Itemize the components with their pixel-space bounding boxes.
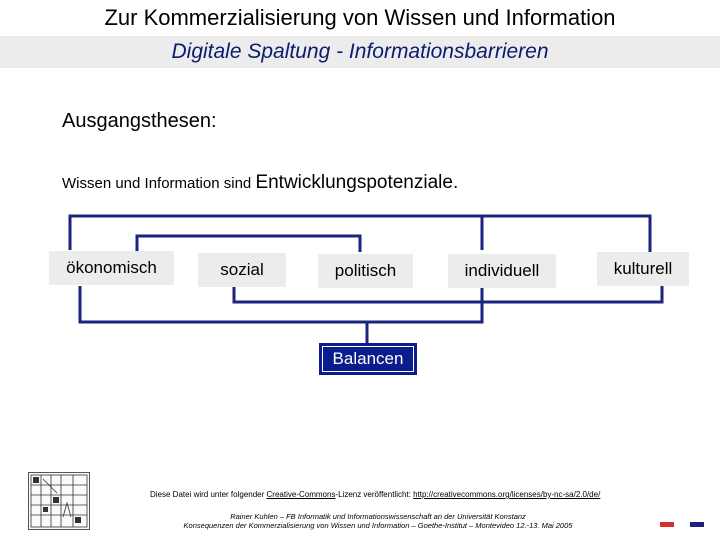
logo-grid-icon bbox=[29, 473, 89, 529]
footer-blue-mark bbox=[690, 522, 704, 527]
university-logo bbox=[28, 472, 90, 530]
license-url-link[interactable]: http://creativecommons.org/licenses/by-nc-sa/2.0/de/ bbox=[413, 490, 601, 499]
footer-event: Konsequenzen der Kommerzialisierung von Wissen und Information – Goethe-Institut – Montevideo 12.-13. Mai 2005 bbox=[183, 521, 573, 530]
license-middle: -Lizenz veröffentlicht: bbox=[335, 490, 411, 499]
license-notice bbox=[150, 490, 600, 499]
section-heading: Ausgangsthesen: bbox=[62, 110, 217, 132]
mid-bracket bbox=[137, 236, 360, 252]
footer-credits bbox=[112, 512, 644, 530]
low-bracket bbox=[80, 286, 482, 322]
thesis-prefix: Wissen und Information sind bbox=[62, 175, 252, 192]
slide-title: Zur Kommerzialisierung von Wissen und Information bbox=[104, 5, 616, 30]
balancen-frame bbox=[322, 346, 414, 372]
box-balancen: Balancen bbox=[319, 343, 417, 375]
slide-subtitle: Digitale Spaltung - Informationsbarrieren bbox=[171, 40, 549, 63]
footer-red-mark bbox=[660, 522, 674, 527]
box-politisch: politisch bbox=[318, 254, 413, 288]
bottom-bracket bbox=[234, 286, 662, 302]
license-prefix: Diese Datei wird unter folgender bbox=[150, 490, 265, 499]
box-individuell: individuell bbox=[448, 254, 556, 288]
box-sozial: sozial bbox=[198, 253, 286, 287]
box-oekonomisch: ökonomisch bbox=[49, 251, 174, 285]
box-kulturell: kulturell bbox=[597, 252, 689, 286]
thesis-emphasis: Entwicklungspotenziale. bbox=[255, 172, 459, 193]
footer-author: Rainer Kuhlen – FB Informatik und Informationswissenschaft an der Universität Konstanz bbox=[230, 512, 526, 521]
license-link[interactable]: Creative-Commons bbox=[266, 490, 336, 499]
